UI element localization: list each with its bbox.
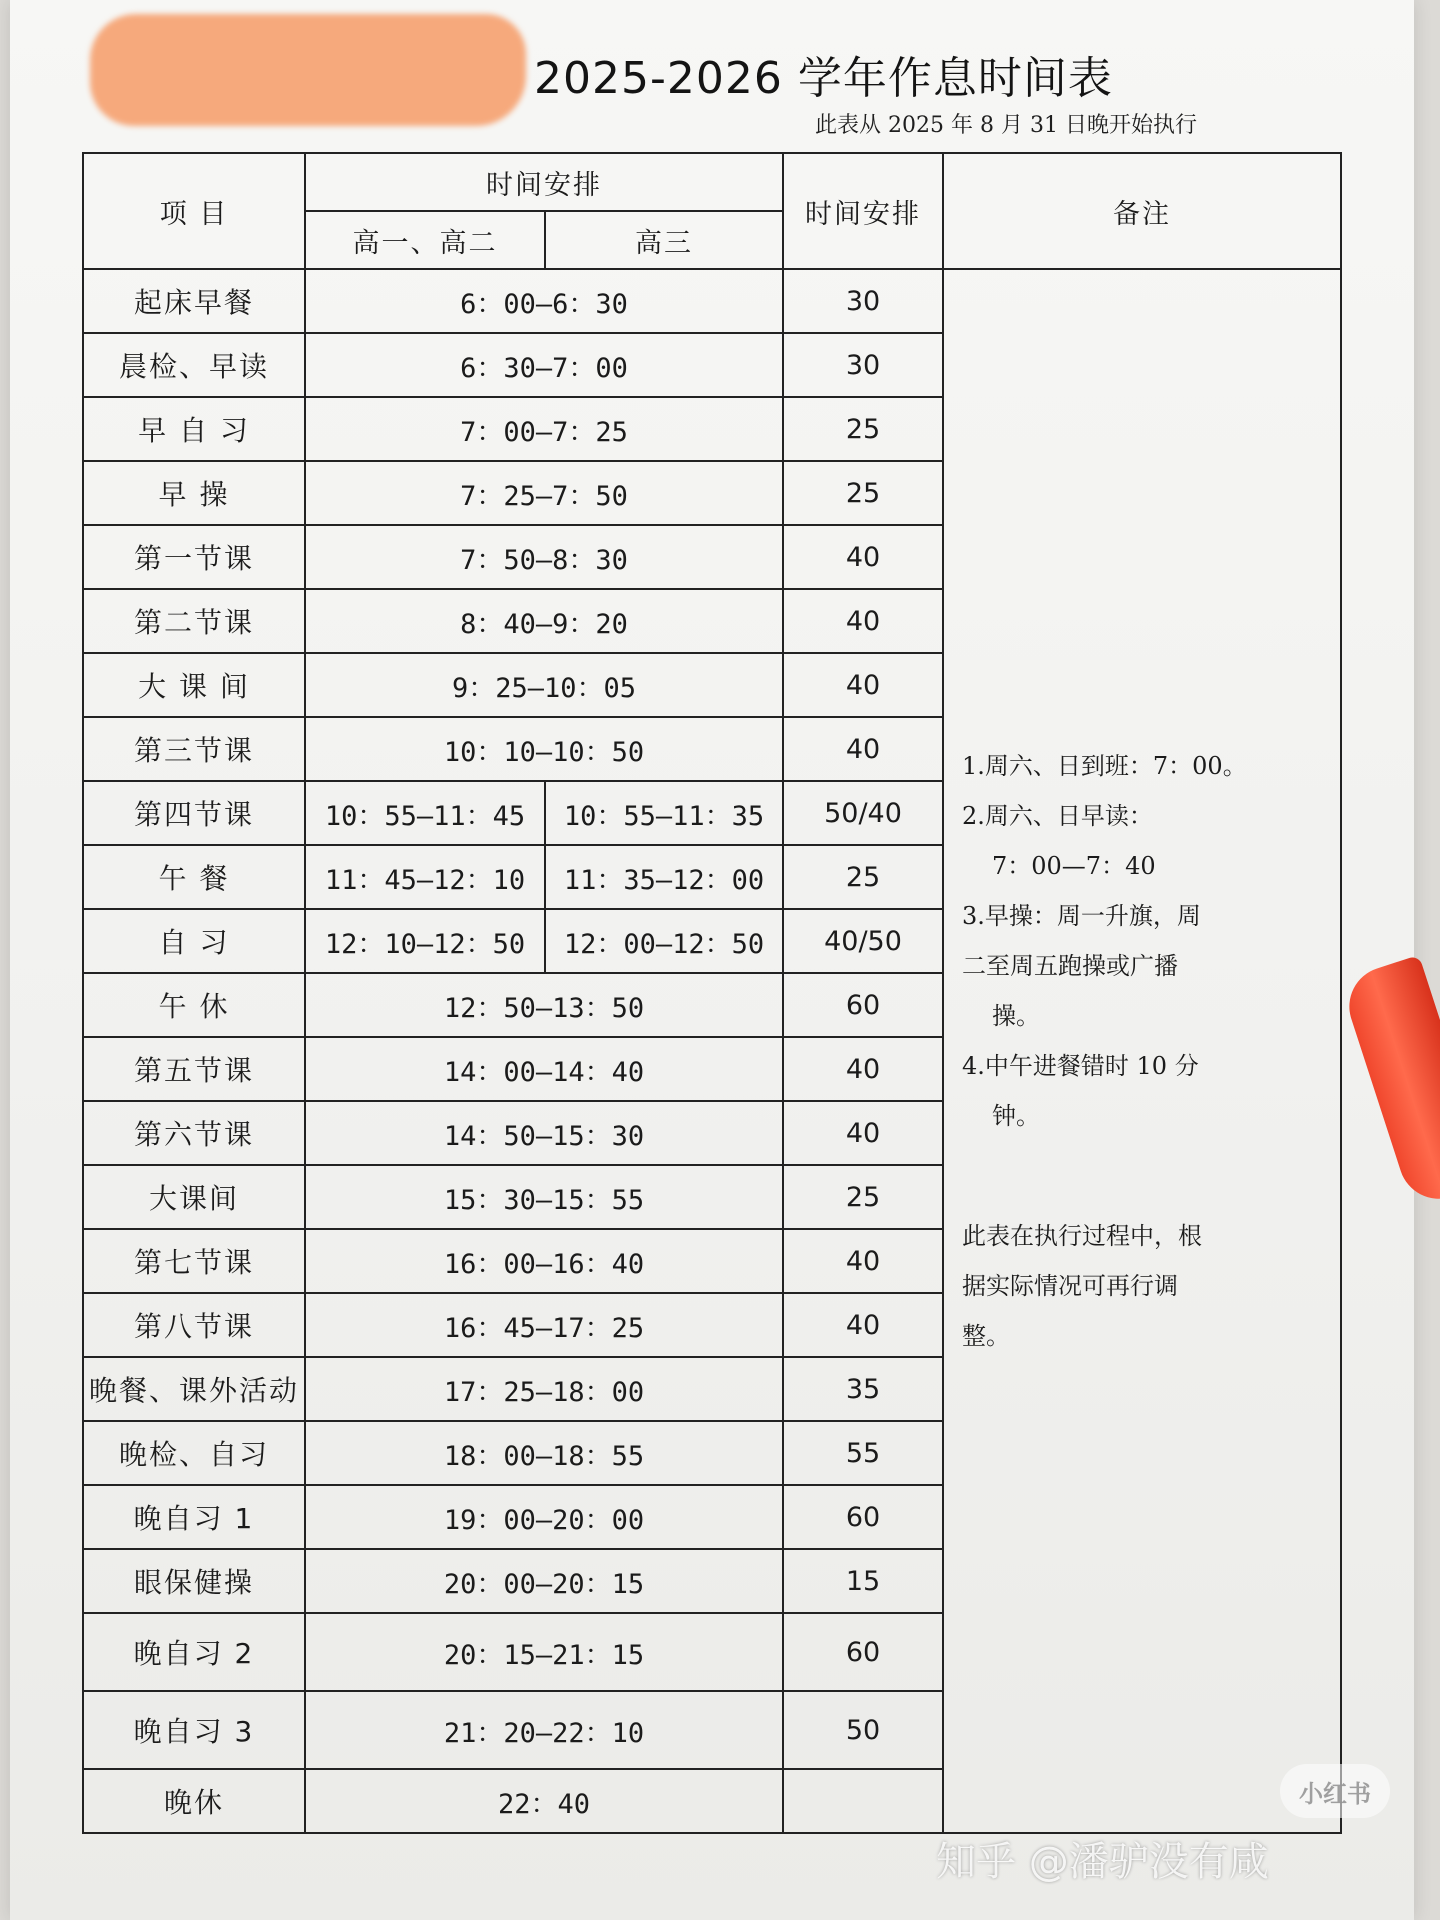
remark-3c: 操。	[992, 1002, 1040, 1030]
row-time: 19：00—20：00	[305, 1485, 783, 1549]
remark-4b: 钟。	[992, 1102, 1040, 1130]
row-item: 第五节课	[83, 1037, 305, 1101]
table-row	[83, 269, 1341, 333]
row-time: 9：25—10：05	[305, 653, 783, 717]
row-time: 7：50—8：30	[305, 525, 783, 589]
xiaohongshu-badge: 小红书	[1280, 1764, 1390, 1818]
remark-4a: 4.中午进餐错时 10 分	[962, 1052, 1199, 1080]
row-time: 22：40	[305, 1769, 783, 1833]
row-time: 14：00—14：40	[305, 1037, 783, 1101]
remarks-cell	[943, 269, 1341, 1833]
row-duration: 40	[783, 1293, 943, 1357]
row-duration: 40	[783, 589, 943, 653]
row-duration: 50	[783, 1691, 943, 1769]
row-item: 晨检、早读	[83, 333, 305, 397]
row-duration: 60	[783, 973, 943, 1037]
row-item: 第八节课	[83, 1293, 305, 1357]
schedule-table	[82, 152, 1342, 1834]
row-item: 晚自习 1	[83, 1485, 305, 1549]
row-duration: 30	[783, 269, 943, 333]
remark-2a: 2.周六、日早读：	[962, 802, 1153, 830]
row-item: 大 课 间	[83, 653, 305, 717]
row-item: 晚自习 3	[83, 1691, 305, 1769]
row-time: 6：30—7：00	[305, 333, 783, 397]
row-time-grade12: 10：55—11：45	[305, 781, 545, 845]
document-title: 2025-2026 学年作息时间表	[534, 53, 1113, 104]
row-item: 早 操	[83, 461, 305, 525]
row-item: 早 自 习	[83, 397, 305, 461]
row-item: 晚休	[83, 1769, 305, 1833]
row-duration: 25	[783, 1165, 943, 1229]
row-time: 7：25—7：50	[305, 461, 783, 525]
row-time: 17：25—18：00	[305, 1357, 783, 1421]
row-item: 第三节课	[83, 717, 305, 781]
row-duration: 40/50	[783, 909, 943, 973]
row-time-grade3: 11：35—12：00	[545, 845, 783, 909]
row-time: 15：30—15：55	[305, 1165, 783, 1229]
row-item: 第六节课	[83, 1101, 305, 1165]
remark-3b: 二至周五跑操或广播	[962, 952, 1178, 980]
row-item: 起床早餐	[83, 269, 305, 333]
row-item: 晚检、自习	[83, 1421, 305, 1485]
row-item: 第七节课	[83, 1229, 305, 1293]
table-header-row	[83, 153, 1341, 211]
remark-5c: 整。	[962, 1322, 1010, 1350]
redacted-school-name	[90, 14, 526, 126]
header-duration: 时间安排	[783, 153, 943, 269]
row-time: 16：00—16：40	[305, 1229, 783, 1293]
remark-5b: 据实际情况可再行调	[962, 1272, 1178, 1300]
row-duration: 25	[783, 461, 943, 525]
zhihu-watermark: 知乎 @潘驴没有咸	[936, 1839, 1269, 1885]
row-item: 自 习	[83, 909, 305, 973]
remark-2b: 7：00—7：40	[992, 852, 1156, 880]
row-item: 大课间	[83, 1165, 305, 1229]
row-time: 20：15—21：15	[305, 1613, 783, 1691]
row-duration: 40	[783, 1037, 943, 1101]
row-time: 8：40—9：20	[305, 589, 783, 653]
row-item: 晚餐、课外活动	[83, 1357, 305, 1421]
row-duration: 50/40	[783, 781, 943, 845]
row-duration: 60	[783, 1485, 943, 1549]
row-item: 晚自习 2	[83, 1613, 305, 1691]
row-item: 午 休	[83, 973, 305, 1037]
row-duration: 40	[783, 653, 943, 717]
remark-spacer	[962, 1141, 1330, 1211]
row-time: 12：50—13：50	[305, 973, 783, 1037]
header-schedule: 时间安排	[305, 153, 783, 211]
row-duration: 60	[783, 1613, 943, 1691]
row-duration: 55	[783, 1421, 943, 1485]
row-time: 6：00—6：30	[305, 269, 783, 333]
row-time: 20：00—20：15	[305, 1549, 783, 1613]
row-duration: 25	[783, 397, 943, 461]
row-duration: 40	[783, 525, 943, 589]
row-time: 16：45—17：25	[305, 1293, 783, 1357]
row-time-grade3: 12：00—12：50	[545, 909, 783, 973]
row-item: 第一节课	[83, 525, 305, 589]
row-duration: 30	[783, 333, 943, 397]
row-time: 18：00—18：55	[305, 1421, 783, 1485]
row-time-grade12: 11：45—12：10	[305, 845, 545, 909]
row-item: 第二节课	[83, 589, 305, 653]
header-grade3: 高三	[545, 211, 783, 269]
row-duration: 15	[783, 1549, 943, 1613]
document-subtitle: 此表从 2025 年 8 月 31 日晚开始执行	[815, 113, 1197, 138]
row-item: 午 餐	[83, 845, 305, 909]
row-time: 7：00—7：25	[305, 397, 783, 461]
row-duration	[783, 1769, 943, 1833]
row-duration: 35	[783, 1357, 943, 1421]
row-duration: 40	[783, 1101, 943, 1165]
row-item: 第四节课	[83, 781, 305, 845]
row-duration: 25	[783, 845, 943, 909]
row-time: 21：20—22：10	[305, 1691, 783, 1769]
row-time-grade3: 10：55—11：35	[545, 781, 783, 845]
remark-1: 1.周六、日到班：7：00。	[962, 752, 1247, 780]
header-item: 项 目	[83, 153, 305, 269]
header-grade12: 高一、高二	[305, 211, 545, 269]
remark-5a: 此表在执行过程中，根	[962, 1222, 1202, 1250]
header-remarks: 备注	[943, 153, 1341, 269]
row-time: 14：50—15：30	[305, 1101, 783, 1165]
remark-3a: 3.早操：周一升旗，周	[962, 902, 1201, 930]
paper-sheet	[10, 0, 1414, 1920]
row-time: 10：10—10：50	[305, 717, 783, 781]
row-duration: 40	[783, 717, 943, 781]
row-duration: 40	[783, 1229, 943, 1293]
row-time-grade12: 12：10—12：50	[305, 909, 545, 973]
row-item: 眼保健操	[83, 1549, 305, 1613]
